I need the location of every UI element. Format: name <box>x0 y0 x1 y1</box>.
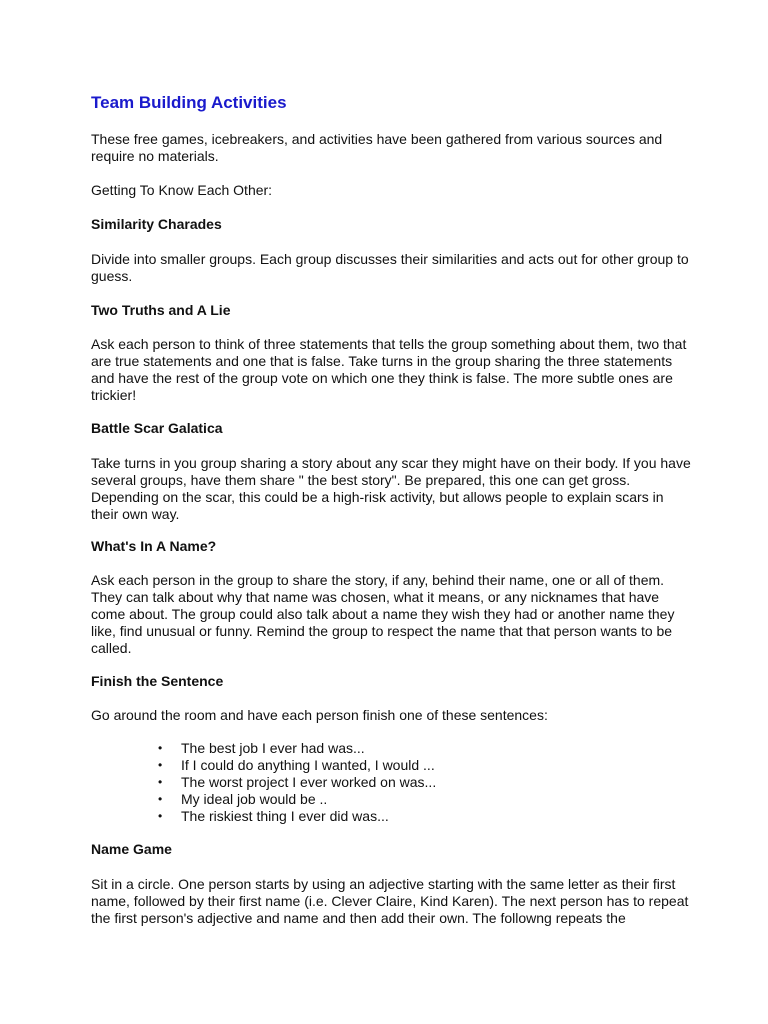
activity-heading-battle-scar: Battle Scar Galatica <box>91 420 223 436</box>
activity-body-name-game: Sit in a circle. One person starts by using an adjective starting with the same letter as their first name, followed by their first name (i.e. Clever Claire, Kind Karen). The next person has to repeat the first person's adjective and name and then add their own. The followng repeats the <box>91 876 689 926</box>
list-item: • The best job I ever had was... <box>158 740 365 756</box>
activity-heading-similarity-charades: Similarity Charades <box>91 216 222 232</box>
list-item: • The riskiest thing I ever did was... <box>158 808 389 824</box>
activity-heading-finish-sentence: Finish the Sentence <box>91 673 224 689</box>
activity-body-two-truths: Ask each person to think of three statements that tells the group something about them, two that are true statements and one that is false. Take turns in the group sharing the three statements and have the rest of the group vote on which one they think is false. The more subtle ones are trickier! <box>91 336 687 403</box>
bullet-icon: • <box>158 741 163 755</box>
activity-body-whats-in-a-name: Ask each person in the group to share the story, if any, behind their name, one or all of them. They can talk about why that name was chosen, what it means, or any nicknames that have come about. The group could also talk about a name they wish they had or another name they like, find unusual or funny. Remind the group to respect the name that that person wants to be called. <box>91 572 675 656</box>
activity-body-finish-sentence: Go around the room and have each person finish one of these sentences: <box>91 707 548 723</box>
intro-paragraph: These free games, icebreakers, and activities have been gathered from various sources and require no materials. <box>91 131 663 164</box>
bullet-icon: • <box>158 758 163 772</box>
activity-heading-two-truths: Two Truths and A Lie <box>91 302 231 318</box>
list-item: • If I could do anything I wanted, I would ... <box>158 757 435 773</box>
bullet-icon: • <box>158 809 163 823</box>
list-item: • My ideal job would be .. <box>158 791 328 807</box>
bullet-icon: • <box>158 792 163 806</box>
activity-heading-name-game: Name Game <box>91 841 172 857</box>
activity-body-similarity-charades: Divide into smaller groups. Each group discusses their similarities and acts out for other group to guess. <box>91 251 689 284</box>
activity-body-battle-scar: Take turns in you group sharing a story about any scar they might have on their body. If you have several groups, have them share " the best story". Be prepared, this one can get gross. Depending on the scar, this could be a high-risk activity, but allows people to explain scars in their own way. <box>91 455 691 522</box>
section-label: Getting To Know Each Other: <box>91 182 273 198</box>
bullet-icon: • <box>158 775 163 789</box>
list-item: • The worst project I ever worked on was... <box>158 774 437 790</box>
page-title: Team Building Activities <box>91 93 287 112</box>
sentence-list <box>91 740 436 825</box>
activity-heading-whats-in-a-name: What's In A Name? <box>91 538 217 554</box>
